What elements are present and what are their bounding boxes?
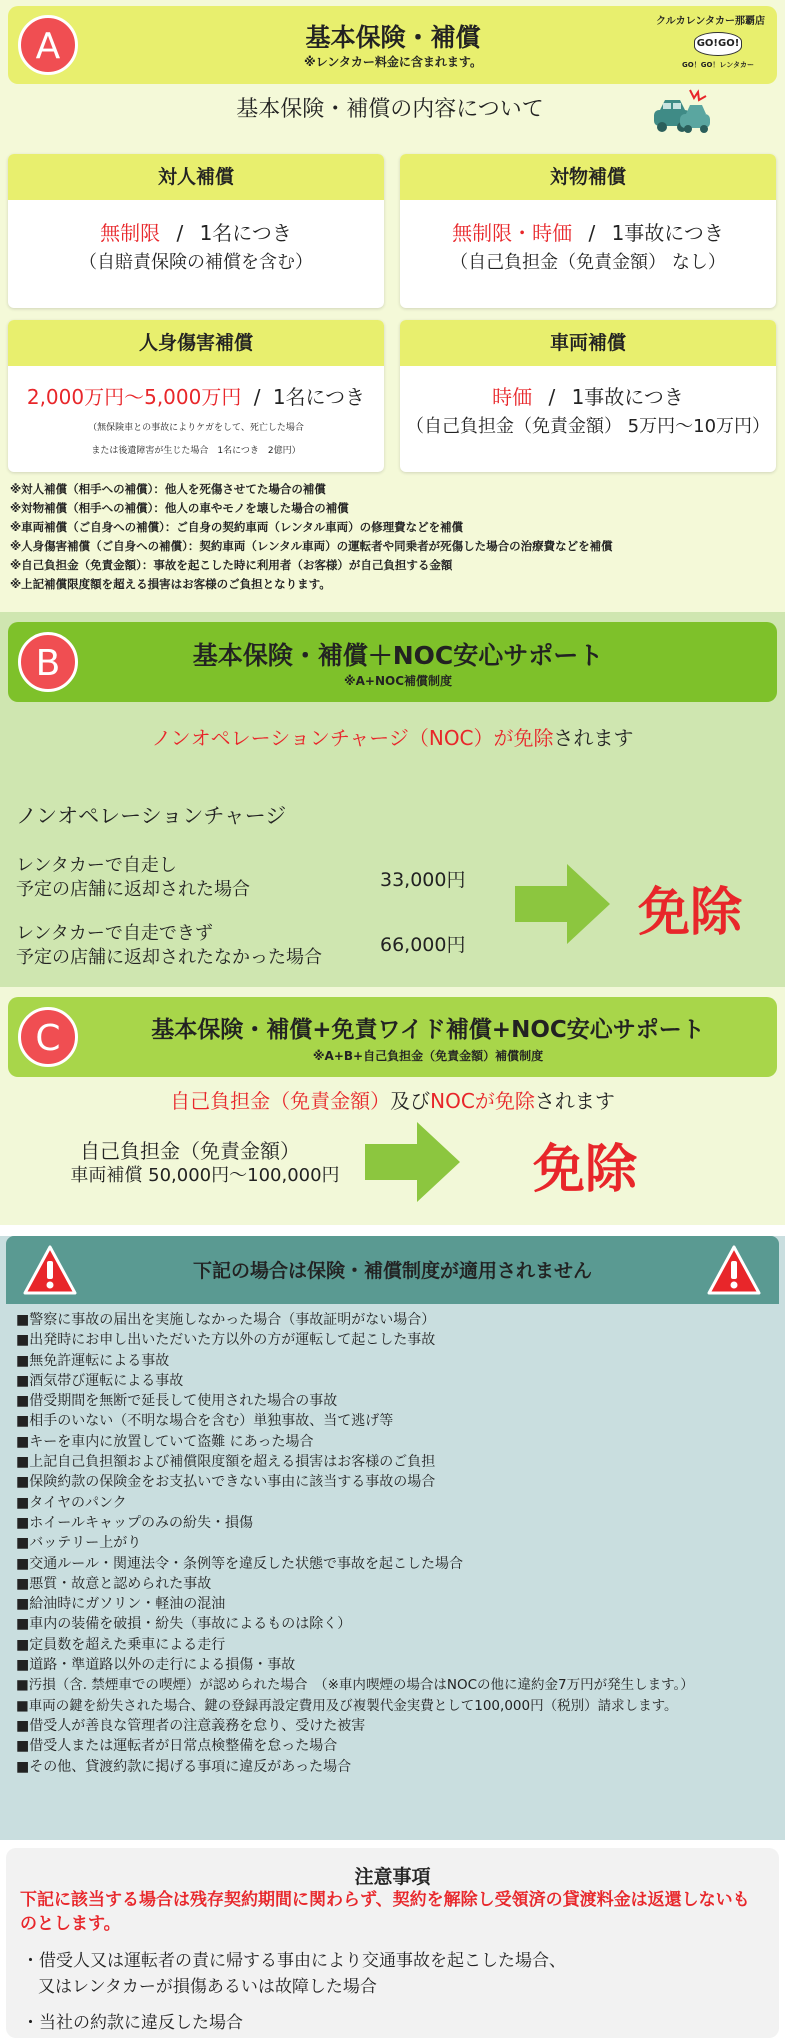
list-item: ■酒気帯び運転による事故 bbox=[16, 1372, 184, 1389]
coverage-unit: 1事故につき bbox=[571, 385, 684, 409]
section-lead bbox=[60, 722, 725, 751]
coverage-box-vehicle bbox=[400, 320, 776, 472]
footnotes bbox=[10, 480, 780, 594]
list-item: ■借受期間を無断で延長して使用された場合の事故 bbox=[16, 1393, 338, 1410]
list-item: ■道路・準道路以外の走行による損傷・事故 bbox=[16, 1657, 296, 1674]
notice-line: ・借受人又は運転者の責に帰する事由により交通事故を起こした場合、 bbox=[22, 1951, 566, 1971]
lead-highlight-1: 自己負担金（免責金額） bbox=[170, 1089, 391, 1113]
notice-item-2: ・当社の約款に違反した場合 bbox=[22, 2013, 243, 2033]
list-item: ■悪質・故意と認められた事故 bbox=[16, 1575, 212, 1592]
notice-item-1 bbox=[22, 1948, 767, 2000]
warning-icon bbox=[22, 1244, 78, 1300]
notice-box bbox=[6, 1848, 779, 2038]
coverage-detail: （自己負担金（免責金額） 5万円～10万円） bbox=[405, 416, 771, 437]
section-note: ※レンタカー料金に含まれます。 bbox=[304, 55, 482, 69]
footnote: ※上記補償限度額を超える損害はお客様のご負担となります。 bbox=[10, 577, 331, 591]
footnote: ※自己負担金（免責金額）：事故を起こした時に利用者（お客様）が自己負担する金額 bbox=[10, 558, 453, 572]
list-item: ■上記自己負担額および補償限度額を超える損害はお客様のご負担 bbox=[16, 1454, 436, 1471]
coverage-detail-2: または後遺障害が生じた場合 1名につき 2億円） bbox=[91, 446, 301, 456]
section-letter: C bbox=[18, 1007, 78, 1067]
coverage-amount: 無制限 bbox=[100, 221, 161, 245]
exclusions-title: 下記の場合は保険・補償制度が適用されません bbox=[192, 1260, 592, 1282]
footnote: ※対人補償（相手への補償）：他人を死傷させてた場合の補償 bbox=[10, 482, 326, 496]
list-item: ■バッテリー上がり bbox=[16, 1535, 142, 1552]
list-item: ■出発時にお申し出いただいた方以外の方が運転して起こした事故 bbox=[16, 1332, 436, 1349]
exempt-label: 免除 bbox=[637, 883, 742, 943]
section-note: ※A+NOC補償制度 bbox=[343, 674, 453, 688]
coverage-detail: （自己負担金（免責金額） なし） bbox=[450, 252, 726, 273]
exclusion-list bbox=[16, 1310, 781, 1777]
coverage-unit: 1名につき bbox=[272, 385, 366, 409]
brand-name: クルカレンタカー那覇店 bbox=[655, 16, 766, 27]
list-item: ■汚損（含. 禁煙車での喫煙）が認められた場合 （※車内喫煙の場合はNOCの他に違約金7万円が発生します。） bbox=[16, 1677, 694, 1694]
noc-label: ノンオペレーションチャージ bbox=[16, 804, 287, 828]
subtitle: 基本保険・補償の内容について bbox=[236, 97, 544, 122]
section-a-header bbox=[8, 6, 777, 84]
notice-title: 注意事項 bbox=[354, 1866, 431, 1888]
coverage-header: 対物補償 bbox=[400, 154, 776, 200]
section-b-header bbox=[8, 622, 777, 702]
footnote: ※車両補償（ご自身への補償）：ご自身の契約車両（レンタル車両）の修理費などを補償 bbox=[10, 520, 464, 534]
list-item: ■給油時にガソリン・軽油の混油 bbox=[16, 1596, 226, 1613]
section-c-header bbox=[8, 997, 777, 1077]
list-item: ■定員数を超えた乗車による走行 bbox=[16, 1636, 226, 1653]
coverage-detail: （無保険車との事故によりケガをして、死亡した場合 bbox=[88, 423, 304, 433]
list-item: ■タイヤのパンク bbox=[16, 1494, 127, 1511]
section-c bbox=[0, 987, 785, 1225]
case-line: 予定の店舗に返却されたなかった場合 bbox=[16, 947, 322, 968]
lead-highlight: ノンオペレーションチャージ（NOC）が免除 bbox=[151, 726, 554, 750]
lead-mid: 及び bbox=[390, 1089, 431, 1113]
notice-line: 又はレンタカーが損傷あるいは故障した場合 bbox=[38, 1977, 377, 1997]
lead-rest: されます bbox=[553, 726, 634, 750]
noc-case-2 bbox=[16, 922, 322, 970]
section-title: 基本保険・補償＋NOC安心サポート bbox=[192, 641, 604, 670]
coverage-box-personal bbox=[8, 154, 384, 308]
separator: / bbox=[253, 385, 261, 409]
coverage-amount: 2,000万円～5,000万円 bbox=[26, 385, 242, 409]
coverage-amount: 時価 bbox=[492, 385, 533, 409]
section-title: 基本保険・補償 bbox=[305, 23, 481, 52]
section-note: ※A+B+自己負担金（免責金額）補償制度 bbox=[312, 1049, 544, 1063]
separator: / bbox=[176, 221, 184, 245]
coverage-box-injury bbox=[8, 320, 384, 472]
coverage-unit: 1名につき bbox=[199, 221, 292, 245]
brand-tagline: GO！GO！レンタカー bbox=[682, 61, 754, 69]
section-a bbox=[0, 0, 785, 612]
coverage-box-property bbox=[400, 154, 776, 308]
coverage-unit: 1事故につき bbox=[611, 221, 724, 245]
section-b bbox=[0, 612, 785, 987]
separator: / bbox=[588, 221, 596, 245]
exempt-label: 免除 bbox=[532, 1140, 637, 1200]
section-letter: A bbox=[18, 15, 78, 75]
noc-price-1: 33,000円 bbox=[380, 869, 466, 891]
section-title: 基本保険・補償+免責ワイド補償+NOC安心サポート bbox=[151, 1017, 705, 1043]
separator: / bbox=[548, 385, 556, 409]
list-item: ■その他、貸渡約款に掲げる事項に違反があった場合 bbox=[16, 1758, 352, 1775]
deductible-label: 自己負担金（免責金額） bbox=[80, 1139, 300, 1163]
list-item: ■借受人または運転者が日常点検整備を怠った場合 bbox=[16, 1738, 338, 1755]
list-item: ■警察に事故の届出を実施しなかった場合（事故証明がない場合） bbox=[16, 1312, 436, 1328]
list-item: ■交通ルール・関連法令・条例等を違反した状態で事故を起こした場合 bbox=[16, 1555, 463, 1572]
coverage-header: 対人補償 bbox=[8, 154, 384, 200]
footnote: ※人身傷害補償（ご自身への補償）：契約車両（レンタル車両）の運転者や同乗者が死傷した場合の治療費などを補償 bbox=[10, 539, 613, 553]
list-item: ■車内の装備を破損・紛失（事故によるものは除く） bbox=[16, 1616, 352, 1633]
list-item: ■ホイールキャップのみの紛失・損傷 bbox=[16, 1514, 253, 1531]
list-item: ■無免許運転による事故 bbox=[16, 1352, 170, 1369]
warning-icon bbox=[706, 1244, 762, 1300]
coverage-header: 人身傷害補償 bbox=[8, 320, 384, 366]
coverage-detail: （自賠責保険の補償を含む） bbox=[79, 252, 313, 273]
brand-logo: GO!GO! bbox=[694, 32, 742, 56]
lead-rest: されます bbox=[534, 1089, 615, 1113]
arrow-right-icon bbox=[365, 1122, 460, 1206]
coverage-amount: 無制限・時価 bbox=[452, 221, 573, 245]
case-line: レンタカーで自走できず bbox=[16, 923, 213, 944]
case-line: 予定の店舗に返却された場合 bbox=[16, 879, 250, 900]
footnote: ※対物補償（相手への補償）：他人の車やモノを壊した場合の補償 bbox=[10, 501, 349, 515]
list-item: ■相手のいない（不明な場合を含む）単独事故、当て逃げ等 bbox=[16, 1413, 394, 1430]
list-item: ■キーを車内に放置していて盗難 にあった場合 bbox=[16, 1433, 314, 1450]
notice-warning: 下記に該当する場合は残存契約期間に関わらず、契約を解除し受領済の貸渡料金は返還しないものとします。 bbox=[20, 1890, 750, 1934]
list-item: ■借受人が善良な管理者の注意義務を怠り、受けた被害 bbox=[16, 1717, 366, 1734]
lead-highlight-2: NOCが免除 bbox=[430, 1089, 535, 1113]
case-line: レンタカーで自走し bbox=[16, 855, 177, 876]
deductible-amount: 車両補償 50,000円～100,000円 bbox=[70, 1165, 340, 1186]
list-item: ■保険約款の保険金をお支払いできない事由に該当する事故の場合 bbox=[16, 1474, 436, 1491]
arrow-right-icon bbox=[515, 864, 610, 948]
section-letter: B bbox=[18, 632, 78, 692]
section-exclusions bbox=[0, 1236, 785, 1840]
noc-price-2: 66,000円 bbox=[380, 934, 466, 956]
list-item: ■車両の鍵を紛失された場合、鍵の登録再設定費用及び複製代金実費として100,000円（税別）請求します。 bbox=[16, 1697, 678, 1714]
car-crash-icon bbox=[650, 88, 714, 144]
noc-case-1 bbox=[16, 854, 250, 902]
coverage-header: 車両補償 bbox=[400, 320, 776, 366]
exclusions-header bbox=[6, 1236, 779, 1304]
section-lead bbox=[60, 1085, 725, 1114]
